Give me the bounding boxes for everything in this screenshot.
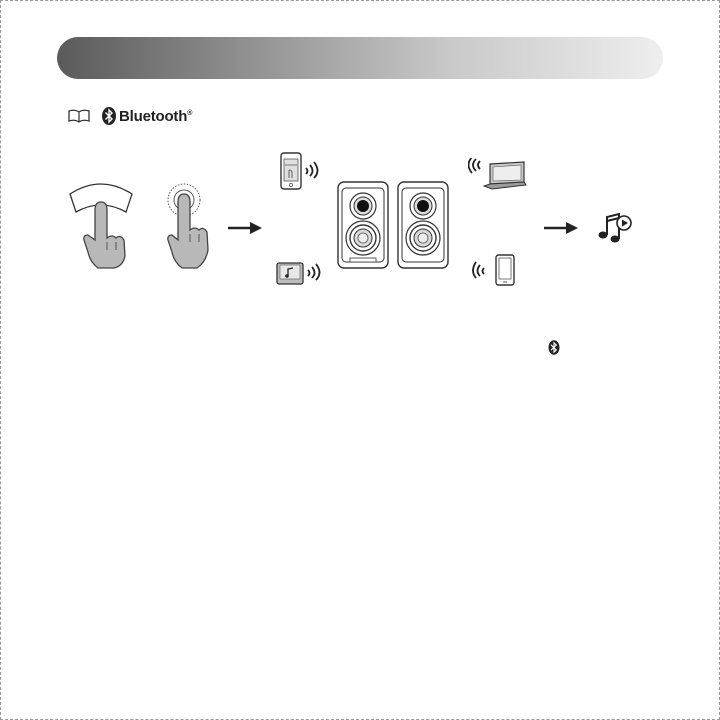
bluetooth-brand-text — [119, 108, 192, 125]
arrow-right-icon-2 — [544, 220, 578, 236]
registered-mark: ® — [187, 109, 193, 117]
right-speaker-icon — [398, 182, 448, 268]
bluetooth-word: Bluetooth — [119, 107, 188, 125]
phone-wireless-icon — [278, 152, 324, 192]
bluetooth-heading — [68, 104, 192, 128]
left-speaker-icon — [338, 182, 388, 268]
arrow-right-icon — [228, 220, 262, 236]
bluetooth-brand — [102, 107, 192, 125]
section-header-bar — [57, 37, 663, 79]
finger-press-button — [162, 182, 218, 272]
tablet-wireless-icon — [276, 260, 324, 286]
open-book-icon — [68, 109, 90, 123]
speakers-pair — [336, 180, 452, 272]
music-play-icon — [598, 210, 634, 244]
phone-wireless-icon-right — [472, 254, 518, 286]
finger-press-panel — [68, 180, 134, 272]
bluetooth-logo-icon — [102, 107, 116, 125]
laptop-wireless-icon — [468, 158, 528, 192]
bluetooth-indicator-icon — [548, 340, 560, 355]
